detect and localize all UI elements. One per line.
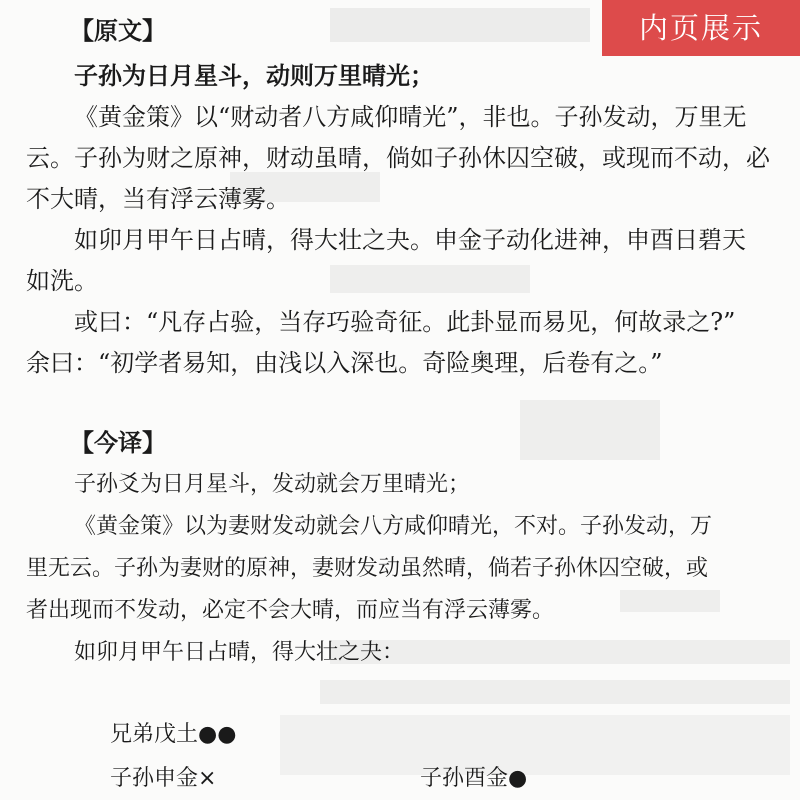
- original-line: 不大晴，当有浮云薄雾。: [26, 185, 290, 213]
- hexagram-line-brother: 兄弟戊土●●: [110, 722, 237, 747]
- translation-heading: 【今译】: [70, 429, 166, 457]
- translation-line: 者出现而不发动，必定不会大晴，而应当有浮云薄雾。: [26, 598, 555, 623]
- inner-page-preview-badge: 内页展示: [602, 0, 800, 56]
- bleed-through-shadow: [620, 590, 720, 612]
- bleed-through-shadow: [320, 680, 790, 704]
- bleed-through-shadow: [520, 400, 660, 460]
- hexagram-line-offspring-you: 子孙酉金●: [420, 766, 528, 791]
- bleed-through-shadow: [280, 715, 790, 775]
- original-line: 《黄金策》以“财动者八方咸仰晴光”，非也。子孙发动，万里无: [74, 103, 747, 131]
- original-line: 子孙为日月星斗，动则万里晴光；: [74, 62, 434, 90]
- original-text-heading: 【原文】: [70, 17, 166, 45]
- translation-line: 《黄金策》以为妻财发动就会八方咸仰晴光，不对。子孙发动，万: [74, 514, 713, 539]
- translation-line: 子孙爻为日月星斗，发动就会万里晴光；: [74, 472, 471, 497]
- original-line: 如洗。: [26, 267, 98, 295]
- original-line: 或曰：“凡存占验，当存巧验奇征。此卦显而易见，何故录之?”: [74, 308, 736, 336]
- hexagram-line-offspring-shen: 子孙申金×: [110, 766, 217, 791]
- bleed-through-shadow: [330, 265, 530, 293]
- original-line: 余曰：“初学者易知，由浅以入深也。奇险奥理，后卷有之。”: [26, 349, 663, 377]
- translation-line: 如卯月甲午日占晴，得大壮之夬：: [74, 640, 405, 665]
- translation-line: 里无云。子孙为妻财的原神，妻财发动虽然晴，倘若子孙休囚空破，或: [26, 556, 709, 581]
- bleed-through-shadow: [330, 8, 590, 42]
- original-line: 云。子孙为财之原神，财动虽晴，倘如子孙休囚空破，或现而不动，必: [26, 144, 770, 172]
- original-line: 如卯月甲午日占晴，得大壮之夬。申金子动化进神，申酉日碧天: [74, 226, 746, 254]
